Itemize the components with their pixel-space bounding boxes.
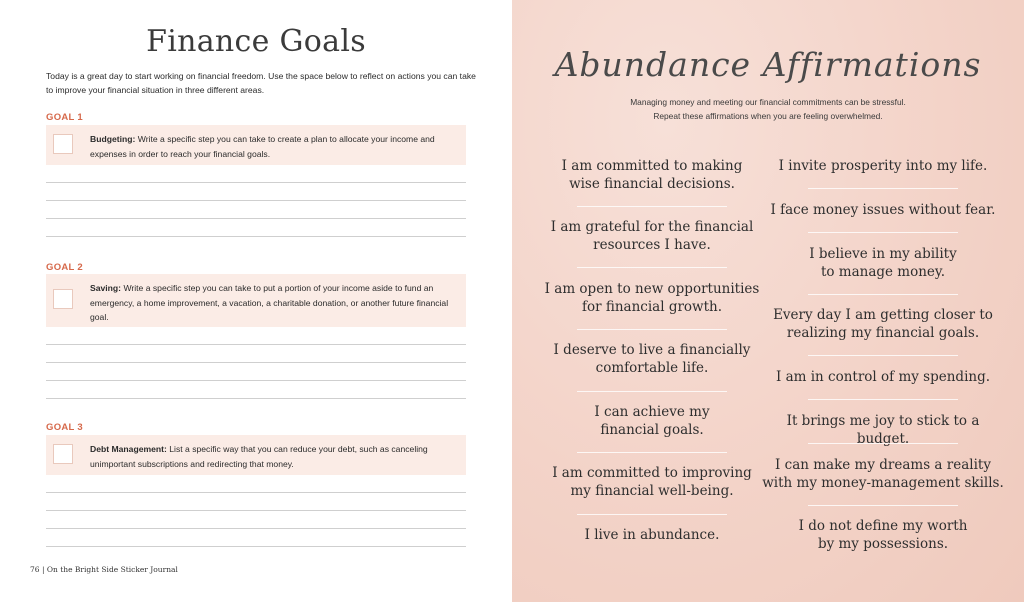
affirmations-title: Abundance Affirmations (554, 45, 982, 84)
affirmation-line: I am committed to making (561, 158, 743, 174)
goal-1-heading: Budgeting: (90, 134, 136, 144)
writing-line[interactable] (46, 528, 466, 529)
affirmation-line: I am in control of my spending. (775, 369, 991, 385)
affirmation (532, 404, 772, 439)
divider (577, 329, 727, 330)
right-page (512, 0, 1024, 602)
goal-2-description: Write a specific step you can take to put a portion of your income aside to fund an emergency, a home improvement, a vacation, a charitable donation, or another future financial goal. (90, 283, 449, 322)
divider (808, 188, 958, 189)
goal-1-label: GOAL 1 (46, 112, 83, 123)
divider (808, 294, 958, 295)
affirmation-line: I believe in my ability (809, 246, 957, 262)
goal-2-prompt (46, 274, 466, 327)
affirmation (762, 457, 1004, 492)
divider (577, 514, 727, 515)
writing-line[interactable] (46, 492, 466, 493)
writing-line[interactable] (46, 398, 466, 399)
writing-line[interactable] (46, 218, 466, 219)
affirmation-line: Every day I am getting closer to (773, 307, 993, 323)
affirmation-line: It brings me joy to stick to a budget. (786, 413, 980, 447)
goal-1-description: Write a specific step you can take to create a plan to allocate your income and expenses in order to reach your financial goals. (90, 134, 435, 159)
affirmation (532, 158, 772, 193)
affirmation-line: for financial growth. (581, 298, 723, 315)
divider (577, 267, 727, 268)
affirmation-line: I do not define my worth (798, 518, 968, 534)
affirmation (532, 465, 772, 500)
divider (577, 206, 727, 207)
writing-line[interactable] (46, 362, 466, 363)
divider (577, 391, 727, 392)
intro-line-1: Managing money and meeting our financial commitments can be stressful. (630, 97, 906, 107)
divider (808, 443, 958, 444)
divider (808, 355, 958, 356)
writing-line[interactable] (46, 344, 466, 345)
writing-line[interactable] (46, 236, 466, 237)
goal-3-checkbox[interactable] (53, 444, 73, 464)
affirmation-line: with my money-management skills. (762, 474, 1004, 491)
affirmation-line: I live in abundance. (584, 527, 720, 543)
goal-1-prompt (46, 125, 466, 165)
affirmation-line: financial goals. (600, 421, 704, 438)
affirmation (532, 219, 772, 254)
writing-line[interactable] (46, 200, 466, 201)
affirmation (762, 202, 1004, 220)
affirmation (762, 369, 1004, 387)
goal-2-checkbox[interactable] (53, 289, 73, 309)
affirmation-line: I can achieve my (594, 404, 710, 420)
book-title: On the Bright Side Sticker Journal (46, 565, 178, 574)
goal-2-heading: Saving: (90, 283, 122, 293)
affirmation-line: wise financial decisions. (569, 175, 735, 192)
writing-line[interactable] (46, 182, 466, 183)
goal-3-prompt (46, 435, 466, 475)
affirmation (762, 158, 1004, 176)
divider (808, 505, 958, 506)
goal-3-heading: Debt Management: (90, 444, 167, 454)
affirmation-line: comfortable life. (595, 359, 709, 376)
writing-line[interactable] (46, 380, 466, 381)
affirmation-line: realizing my financial goals. (786, 324, 980, 341)
affirmation-line: I am committed to improving (552, 465, 752, 481)
page-footer (30, 565, 178, 574)
affirmation-line: I face money issues without fear. (770, 202, 996, 218)
affirmation-line: I invite prosperity into my life. (778, 158, 988, 174)
goal-2-text (90, 281, 456, 325)
affirmation (532, 527, 772, 545)
intro-line-2: Repeat these affirmations when you are feeling overwhelmed. (653, 110, 883, 121)
page-title: Finance Goals (146, 24, 366, 59)
affirmation-line: my financial well-being. (570, 482, 734, 499)
goal-2-label: GOAL 2 (46, 262, 83, 273)
footer-separator: | (41, 565, 45, 574)
divider (808, 232, 958, 233)
goal-3-label: GOAL 3 (46, 422, 83, 433)
affirmation (532, 342, 772, 377)
affirmation-line: I can make my dreams a reality (775, 457, 991, 473)
intro-text: Today is a great day to start working on financial freedom. Use the space below to reflect on actions you can take to improve your financial situation in three different areas. (46, 71, 476, 95)
affirmation-line: I deserve to live a financially (553, 342, 751, 358)
goal-1-text (90, 132, 456, 161)
goal-3-text (90, 442, 456, 471)
writing-line[interactable] (46, 510, 466, 511)
affirmation (762, 518, 1004, 553)
affirmation (762, 246, 1004, 281)
divider (577, 452, 727, 453)
goal-3-description: List a specific way that you can reduce your debt, such as canceling unimportant subscriptions and redirecting that money. (90, 444, 428, 469)
script-title (512, 36, 1024, 92)
affirmations-intro (512, 96, 1024, 123)
affirmation-line: by my possessions. (817, 535, 949, 552)
affirmation (762, 307, 1004, 342)
affirmation-line: resources I have. (593, 236, 711, 253)
page-number: 76 (30, 565, 40, 574)
affirmation-line: to manage money. (820, 263, 946, 280)
affirmation-line: I am grateful for the financial (550, 219, 754, 235)
affirmation (532, 281, 772, 316)
affirmation-line: I am open to new opportunities (544, 281, 760, 297)
goal-1-checkbox[interactable] (53, 134, 73, 154)
writing-line[interactable] (46, 546, 466, 547)
divider (808, 399, 958, 400)
